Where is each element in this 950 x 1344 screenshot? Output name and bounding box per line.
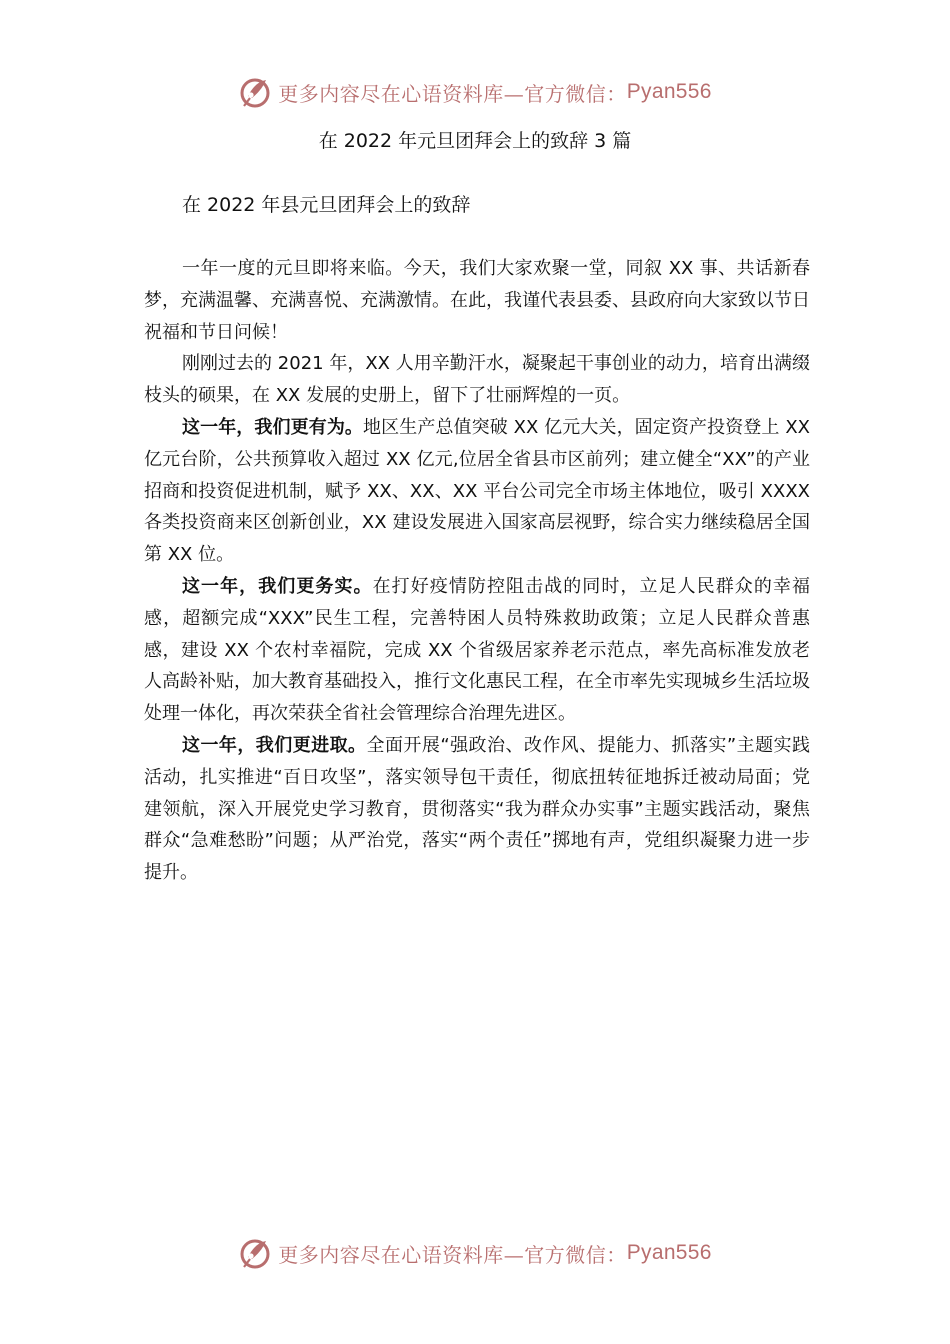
paragraph-text: 在打好疫情防控阻击战的同时，立足人民群众的幸福感，超额完成“XXX”民生工程，完善特困人员特殊救助政策；立足人民群众普惠感，建设 XX 个农村幸福院，完成 XX 个省级居家养老示范点，率先高标准发放老人高龄补贴，加大教育基础投入，推行文化惠民工程，在全市率先实现城乡生活垃圾处理一体化，再次荣获全省社会管理综合治理先进区。 (144, 575, 810, 725)
paragraph-3 (144, 412, 810, 571)
paragraph-1 (144, 253, 810, 348)
paragraph-lead: 这一年，我们更进取。 (182, 734, 367, 756)
brand-logo-icon (238, 1235, 274, 1271)
header-watermark-banner (0, 70, 950, 114)
paragraph-2 (144, 348, 810, 412)
paragraph-text: 刚刚过去的 2021 年，XX 人用辛勤汗水，凝聚起干事创业的动力，培育出满缀枝头的硕果，在 XX 发展的史册上，留下了壮丽辉煌的一页。 (144, 353, 810, 407)
paragraph-lead: 这一年，我们更有为。 (182, 416, 364, 438)
footer-watermark-banner (0, 1231, 950, 1275)
paragraph-text: 全面开展“强政治、改作风、提能力、抓落实”主题实践活动，扎实推进“百日攻坚”，落实领导包干责任，彻底扭转征地拆迁被动局面；党建领航，深入开展党史学习教育，贯彻落实“我为群众办实事”主题实践活动，聚焦群众“急难愁盼”问题；从严治党，落实“两个责任”掷地有声，党组织凝聚力进一步提升。 (144, 734, 810, 884)
banner-text: 更多内容尽在心语资料库—官方微信： (278, 1242, 627, 1267)
document-title: 在 2022 年元旦团拜会上的致辞 3 篇 (318, 130, 632, 152)
paragraph-4 (144, 571, 810, 730)
speech-title: 在 2022 年县元旦团拜会上的致辞 (182, 194, 471, 216)
paragraph-text: 一年一度的元旦即将来临。今天，我们大家欢聚一堂，同叙 XX 事、共话新春梦，充满温馨、充满喜悦、充满激情。在此，我谨代表县委、县政府向大家致以节日祝福和节日问候！ (144, 258, 810, 343)
document-body (144, 253, 810, 889)
brand-logo-icon (238, 74, 274, 110)
paragraph-lead: 这一年，我们更务实。 (182, 575, 373, 597)
paragraph-5 (144, 730, 810, 889)
banner-text: 更多内容尽在心语资料库—官方微信： (278, 81, 627, 106)
banner-wechat-id: Pyan556 (626, 1241, 712, 1264)
banner-wechat-id: Pyan556 (626, 80, 712, 103)
paragraph-text: 地区生产总值突破 XX 亿元大关，固定资产投资登上 XX 亿元台阶，公共预算收入超过 XX 亿元,位居全省县市区前列；建立健全“XX”的产业招商和投资促进机制，赋予 XX、XX、XX 平台公司完全市场主体地位，吸引 XXXX 各类投资商来区创新创业，XX 建设发展进入国家高层视野，综合实力继续稳居全国第 XX 位。 (144, 416, 810, 566)
